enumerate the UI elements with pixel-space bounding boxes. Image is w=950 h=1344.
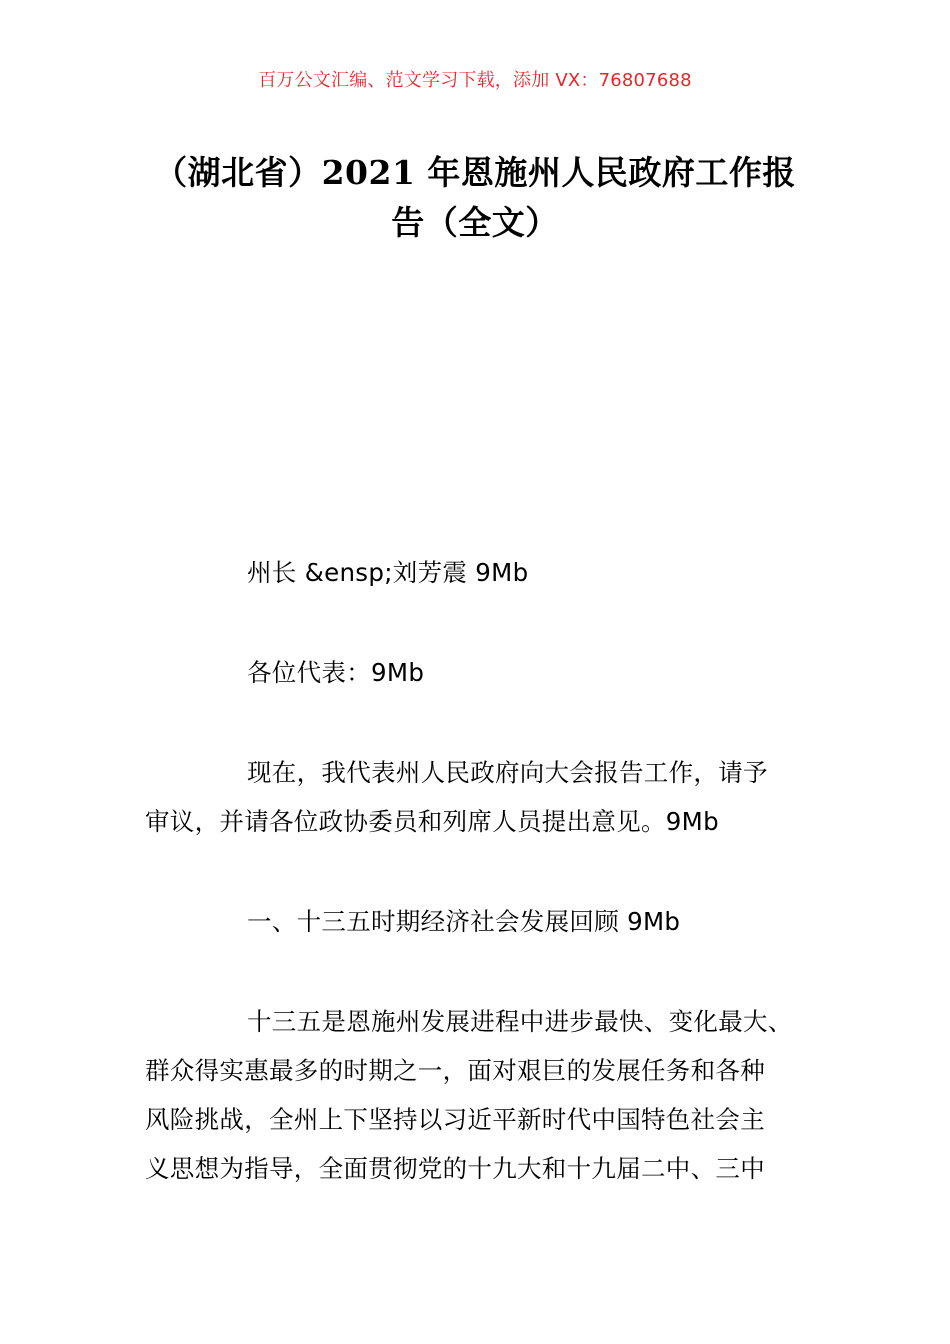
paragraph-line: 各位代表：9Mb bbox=[247, 658, 425, 687]
section-heading bbox=[145, 897, 825, 946]
paragraph-line: 群众得实惠最多的时期之一，面对艰巨的发展任务和各种 bbox=[145, 1056, 765, 1085]
paragraph-review bbox=[145, 997, 825, 1193]
paragraph-greeting bbox=[145, 648, 825, 697]
header-promo-note: 百万公文汇编、范文学习下载，添加 VX：76807688 bbox=[258, 70, 692, 91]
document-title bbox=[130, 148, 820, 248]
paragraph-line: 十三五是恩施州发展进程中进步最快、变化最大、 bbox=[247, 1007, 793, 1036]
paragraph-line: 现在，我代表州人民政府向大会报告工作，请予 bbox=[247, 758, 768, 787]
title-line-1: （湖北省）2021 年恩施州人民政府工作报 bbox=[154, 153, 796, 192]
paragraph-line: 一、十三五时期经济社会发展回顾 9Mb bbox=[247, 907, 681, 936]
paragraph-line: 风险挑战，全州上下坚持以习近平新时代中国特色社会主 bbox=[145, 1105, 765, 1134]
paragraph-line: 州长 &ensp;刘芳震 9Mb bbox=[247, 558, 529, 587]
paragraph-line: 审议，并请各位政协委员和列席人员提出意见。9Mb bbox=[145, 807, 719, 836]
paragraph-intro bbox=[145, 748, 825, 846]
title-line-2: 告（全文） bbox=[391, 203, 559, 242]
paragraph-speaker bbox=[145, 548, 825, 597]
paragraph-line: 义思想为指导，全面贯彻党的十九大和十九届二中、三中 bbox=[145, 1154, 765, 1183]
